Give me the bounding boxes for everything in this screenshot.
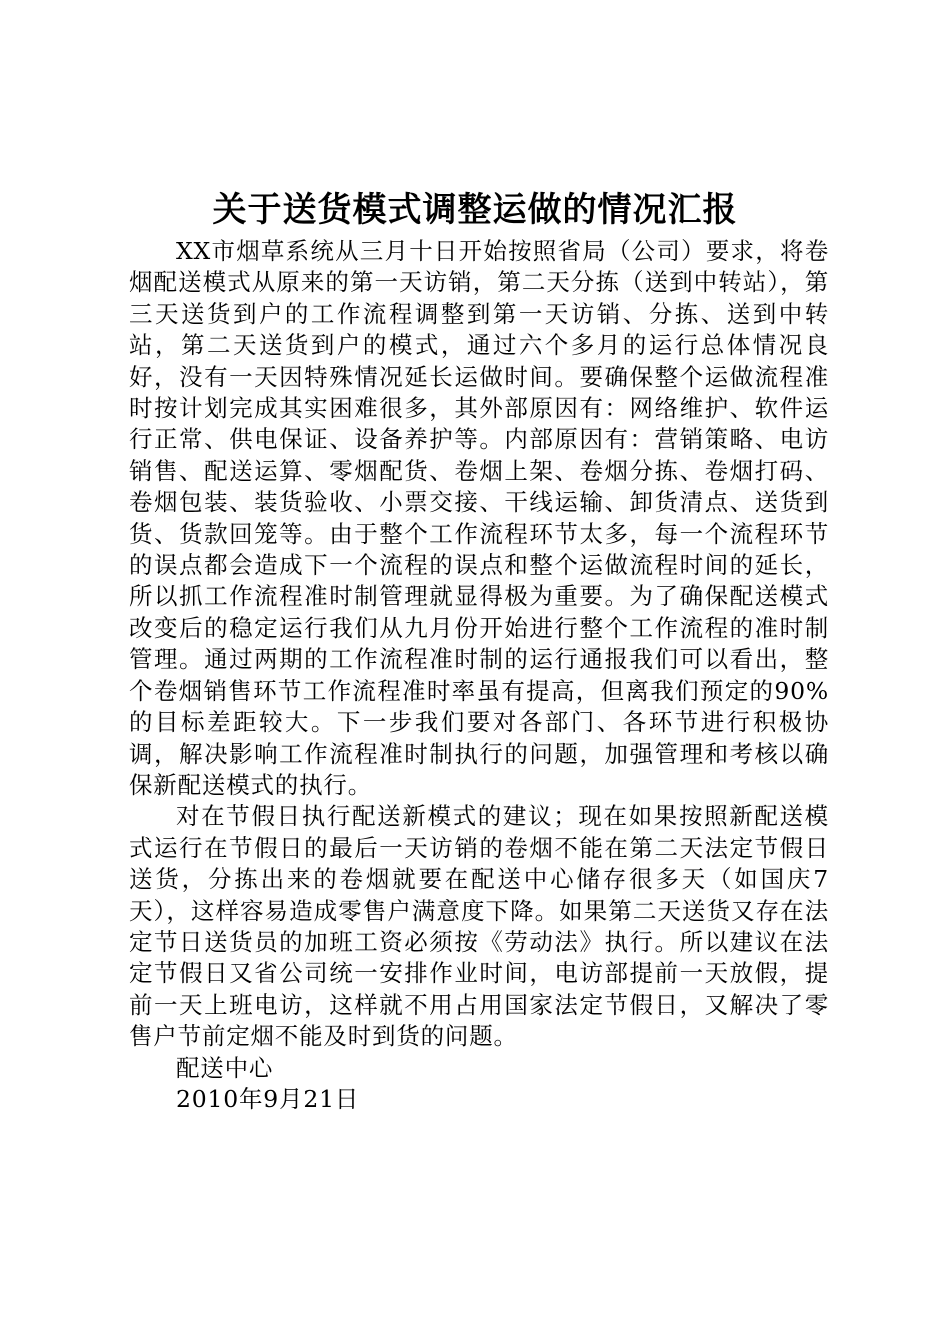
paragraph-1: XX市烟草系统从三月十日开始按照省局（公司）要求，将卷烟配送模式从原来的第一天访销，第二天分拣（送到中转站），第三天送货到户的工作流程调整到第一天访销、分拣、送到中转站，第二天送货到户的模式，通过六个多月的运行总体情况良好，没有一天因特殊情况延长运做时间。要确保整个运做流程准时按计划完成其实困难很多，其外部原因有：网络维护、软件运行正常、供电保证、设备养护等。内部原因有：营销策略、电访销售、配送运算、零烟配货、卷烟上架、卷烟分拣、卷烟打码、卷烟包装、装货验收、小票交接、干线运输、卸货清点、送货到货、货款回笼等。由于整个工作流程环节太多，每一个流程环节的误点都会造成下一个流程的误点和整个运做流程时间的延长，所以抓工作流程准时制管理就显得极为重要。为了确保配送模式改变后的稳定运行我们从九月份开始进行整个工作流程的准时制管理。通过两期的工作流程准时制的运行通报我们可以看出，整个卷烟销售环节工作流程准时率虽有提高，但离我们预定的90%的目标差距较大。下一步我们要对各部门、各环节进行积极协调，解决影响工作流程准时制执行的问题，加强管理和考核以确保新配送模式的执行。	[129, 237, 829, 799]
document-title: 关于送货模式调整运做的情况汇报	[212, 190, 738, 230]
signature: 配送中心	[176, 1053, 274, 1082]
document-date: 2010年9月21日	[176, 1084, 360, 1113]
paragraph-2: 对在节假日执行配送新模式的建议；现在如果按照新配送模式运行在节假日的最后一天访销的卷烟不能在第二天法定节假日送货，分拣出来的卷烟就要在配送中心储存很多天（如国庆7天），这样容易造成零售户满意度下降。如果第二天送货又存在法定节日送货员的加班工资必须按《劳动法》执行。所以建议在法定节假日又省公司统一安排作业时间，电访部提前一天放假，提前一天上班电访，这样就不用占用国家法定节假日，又解决了零售户节前定烟不能及时到货的问题。	[129, 802, 829, 1051]
document-body	[129, 236, 829, 1115]
